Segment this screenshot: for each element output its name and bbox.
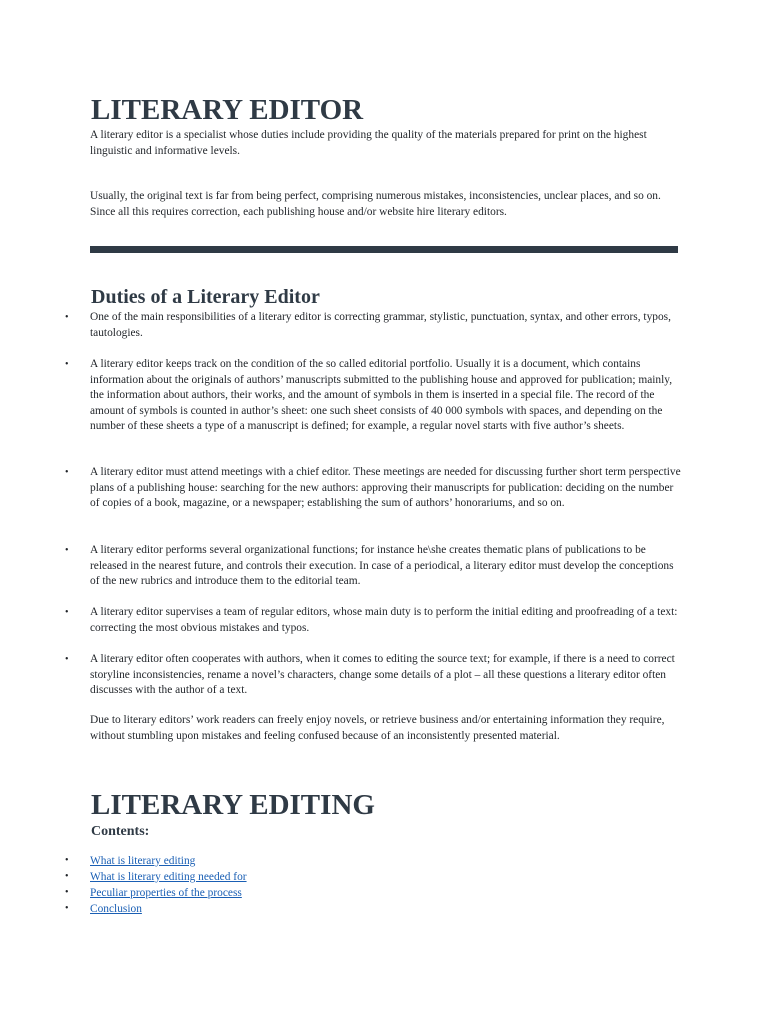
toc-link-conclusion[interactable]: Conclusion xyxy=(90,903,142,915)
toc-item xyxy=(65,853,196,869)
bullet-icon: • xyxy=(65,467,69,478)
bullet-icon: • xyxy=(65,855,69,866)
bullet-icon: • xyxy=(65,887,69,898)
heading-duties: Duties of a Literary Editor xyxy=(91,286,320,308)
bullet-icon: • xyxy=(65,903,69,914)
list-item-text: A literary editor performs several organizational functions; for instance he\she creates thematic plans of publications to be released in the nearest future, and controls their execution. In case of a periodical, a literary editor must develop the conceptions of the new rubrics and introduce them to the editorial team. xyxy=(90,544,674,588)
closing-paragraph: Due to literary editors’ work readers can freely enjoy novels, or retrieve business and/or entertaining information they require, without stumbling upon mistakes and feeling confused because of an inconsistently presented material. xyxy=(90,714,665,742)
toc-link-peculiar-properties[interactable]: Peculiar properties of the process xyxy=(90,887,242,899)
bullet-icon: • xyxy=(65,545,69,556)
list-item-text: A literary editor supervises a team of regular editors, whose main duty is to perform the initial editing and proofreading of a text: correcting the most obvious mistakes and typos. xyxy=(90,606,678,634)
list-item-text: A literary editor must attend meetings with a chief editor. These meetings are needed for discussing further short term perspective plans of a publishing house: searching for the new authors: approving their manuscripts for publication: deciding on the number of copies of a book, magazine, or a newspaper; establishing the sum of authors’ honorariums, and so on. xyxy=(90,466,681,510)
title-literary-editing: LITERARY EDITING xyxy=(91,789,375,821)
toc-item xyxy=(65,885,242,901)
toc-link-needed-for[interactable]: What is literary editing needed for xyxy=(90,871,247,883)
intro-paragraph-2: Usually, the original text is far from being perfect, comprising numerous mistakes, inconsistencies, unclear places, and so on. Since all this requires correction, each publishing house and/or website hire literary editors. xyxy=(90,190,661,218)
list-item xyxy=(65,652,682,699)
list-item xyxy=(65,465,682,512)
toc-link-what-is-literary-editing[interactable]: What is literary editing xyxy=(90,855,196,867)
list-item-text: One of the main responsibilities of a literary editor is correcting grammar, stylistic, punctuation, syntax, and other errors, typos, tautologies. xyxy=(90,311,671,339)
title-literary-editor: LITERARY EDITOR xyxy=(91,94,364,126)
section-divider xyxy=(90,246,678,253)
list-item-text: A literary editor often cooperates with authors, when it comes to editing the source text; for example, if there is a need to correct storyline inconsistencies, rename a novel’s characters, change some details of a plot – all these questions a literary editor often discusses with the author of a text. xyxy=(90,653,675,697)
list-item xyxy=(65,543,682,590)
bullet-icon: • xyxy=(65,359,69,370)
bullet-icon: • xyxy=(65,871,69,882)
list-item xyxy=(65,310,682,341)
list-item-text: A literary editor keeps track on the condition of the so called editorial portfolio. Usually it is a document, which contains information about the originals of authors’ manuscripts submitted to the publishing house and approved for publication; mainly, the information about authors, their works, and the amount of symbols in them is inserted in a special file. The record of the amount of symbols is counted in author’s sheet: one such sheet consists of 40 000 symbols with spaces, and depending on the number of these sheets a type of a manuscript is defined; for example, a regular novel starts with five author’s sheets. xyxy=(90,358,673,433)
contents-label: Contents: xyxy=(91,824,150,839)
bullet-icon: • xyxy=(65,607,69,618)
bullet-icon: • xyxy=(65,312,69,323)
toc-item xyxy=(65,901,142,917)
list-item xyxy=(65,357,682,435)
intro-paragraph-1: A literary editor is a specialist whose duties include providing the quality of the materials prepared for print on the highest linguistic and informative levels. xyxy=(90,129,647,157)
toc-item xyxy=(65,869,247,885)
list-item xyxy=(65,605,682,636)
bullet-icon: • xyxy=(65,654,69,665)
